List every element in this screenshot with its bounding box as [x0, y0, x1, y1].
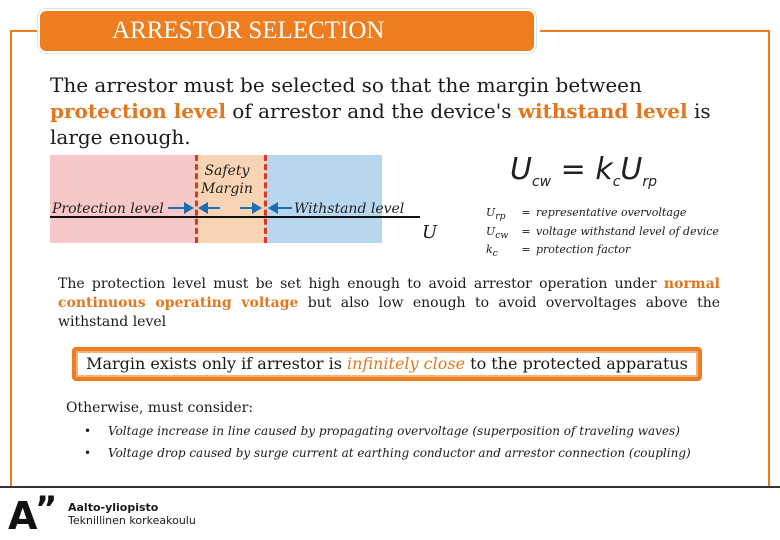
list-item-text: Voltage drop caused by surge current at earthing conductor and arrestor connection (coupling)	[108, 446, 691, 460]
withstand-zone	[266, 155, 382, 243]
formula-eq: =	[551, 152, 596, 187]
margin-arrow-left-head-icon	[198, 202, 208, 214]
def-sub: rp	[495, 211, 506, 223]
safety-margin-label	[201, 162, 253, 198]
def-sub: c	[492, 248, 498, 260]
definition-symbol	[486, 206, 516, 225]
aalto-logo-marks-icon: ”	[35, 489, 58, 529]
def-sym: U	[486, 206, 496, 219]
safety-margin-line1: Safety	[204, 163, 250, 179]
formula-lhs: U	[510, 152, 532, 187]
def-sym: U	[486, 224, 496, 238]
margin-emphasis: infinitely close	[347, 354, 466, 373]
intro-part3: is large enough.	[50, 99, 711, 149]
list-item	[84, 446, 764, 460]
footer-divider	[0, 486, 780, 488]
aalto-logo-icon: A	[8, 494, 38, 538]
university-name: Aalto-yliopisto	[68, 501, 159, 514]
slide-title: ARRESTOR SELECTION	[40, 11, 534, 51]
def-sub: cw	[495, 229, 509, 241]
para2-part1: The protection level must be set high enough to avoid arrestor operation under	[58, 276, 664, 292]
formula-k-sub: c	[612, 174, 621, 190]
protection-zone	[50, 155, 196, 243]
formula-lhs-sub: cw	[531, 174, 552, 190]
formula-k: k	[595, 152, 613, 187]
formula	[510, 152, 657, 190]
definition-row	[486, 206, 719, 225]
withstand-level-marker	[264, 155, 267, 243]
definition-eq: =	[521, 206, 531, 219]
list-item	[84, 424, 764, 438]
withstand-arrow-head-icon	[268, 202, 278, 214]
bullet-icon: •	[84, 446, 92, 460]
def-sym: k	[486, 243, 493, 257]
protection-level-label: Protection level	[52, 201, 164, 217]
formula-definitions	[486, 206, 719, 262]
bullet-icon: •	[84, 424, 92, 438]
withstand-level-label: Withstand level	[294, 201, 405, 217]
definition-text: protection factor	[536, 243, 631, 257]
withstand-arrow-shaft	[278, 207, 292, 209]
consideration-list	[84, 424, 764, 468]
intro-highlight-withstand: withstand level	[517, 99, 688, 123]
frame-top-right	[540, 30, 770, 32]
protection-arrow-shaft	[168, 207, 184, 209]
protection-level-marker	[195, 155, 198, 243]
frame-left	[10, 30, 12, 486]
frame-top-left	[10, 30, 40, 32]
intro-part1: The arrestor must be selected so that the margin between	[50, 73, 642, 97]
protection-level-paragraph	[58, 275, 720, 332]
margin-arrow-right-shaft	[240, 207, 252, 209]
definition-row	[486, 243, 719, 262]
protection-arrow-head-icon	[184, 202, 194, 214]
para2-highlight: normal continuous operating voltage	[58, 276, 720, 311]
formula-rhs-sub: rp	[642, 174, 658, 190]
margin-callout	[72, 347, 702, 381]
school-name: Teknillinen korkeakoulu	[68, 514, 196, 527]
definition-symbol	[486, 225, 516, 244]
margin-part2: to the protected apparatus	[465, 354, 688, 373]
safety-margin-line2: Margin	[201, 181, 253, 197]
definition-text: representative overvoltage	[536, 206, 687, 219]
definition-text: voltage withstand level of device	[536, 224, 719, 238]
intro-highlight-protection: protection level	[50, 99, 226, 123]
margin-arrow-left-shaft	[208, 207, 220, 209]
list-item-text: Voltage increase in line caused by propagating overvoltage (superposition of traveling waves)	[108, 424, 680, 438]
formula-rhs: U	[620, 152, 643, 187]
definition-eq: =	[521, 224, 531, 238]
para2-part2: but also low enough to avoid overvoltages above the withstand level	[58, 295, 720, 330]
intro-text	[50, 72, 750, 150]
otherwise-heading: Otherwise, must consider:	[66, 400, 254, 416]
margin-arrow-right-head-icon	[252, 202, 262, 214]
margin-part1: Margin exists only if arrestor is	[86, 354, 348, 373]
definition-row	[486, 225, 719, 244]
axis-label-u: U	[422, 222, 438, 243]
definition-symbol	[486, 243, 516, 262]
frame-right	[768, 30, 770, 486]
definition-eq: =	[521, 243, 531, 257]
intro-part2: of arrestor and the device's	[225, 99, 518, 123]
